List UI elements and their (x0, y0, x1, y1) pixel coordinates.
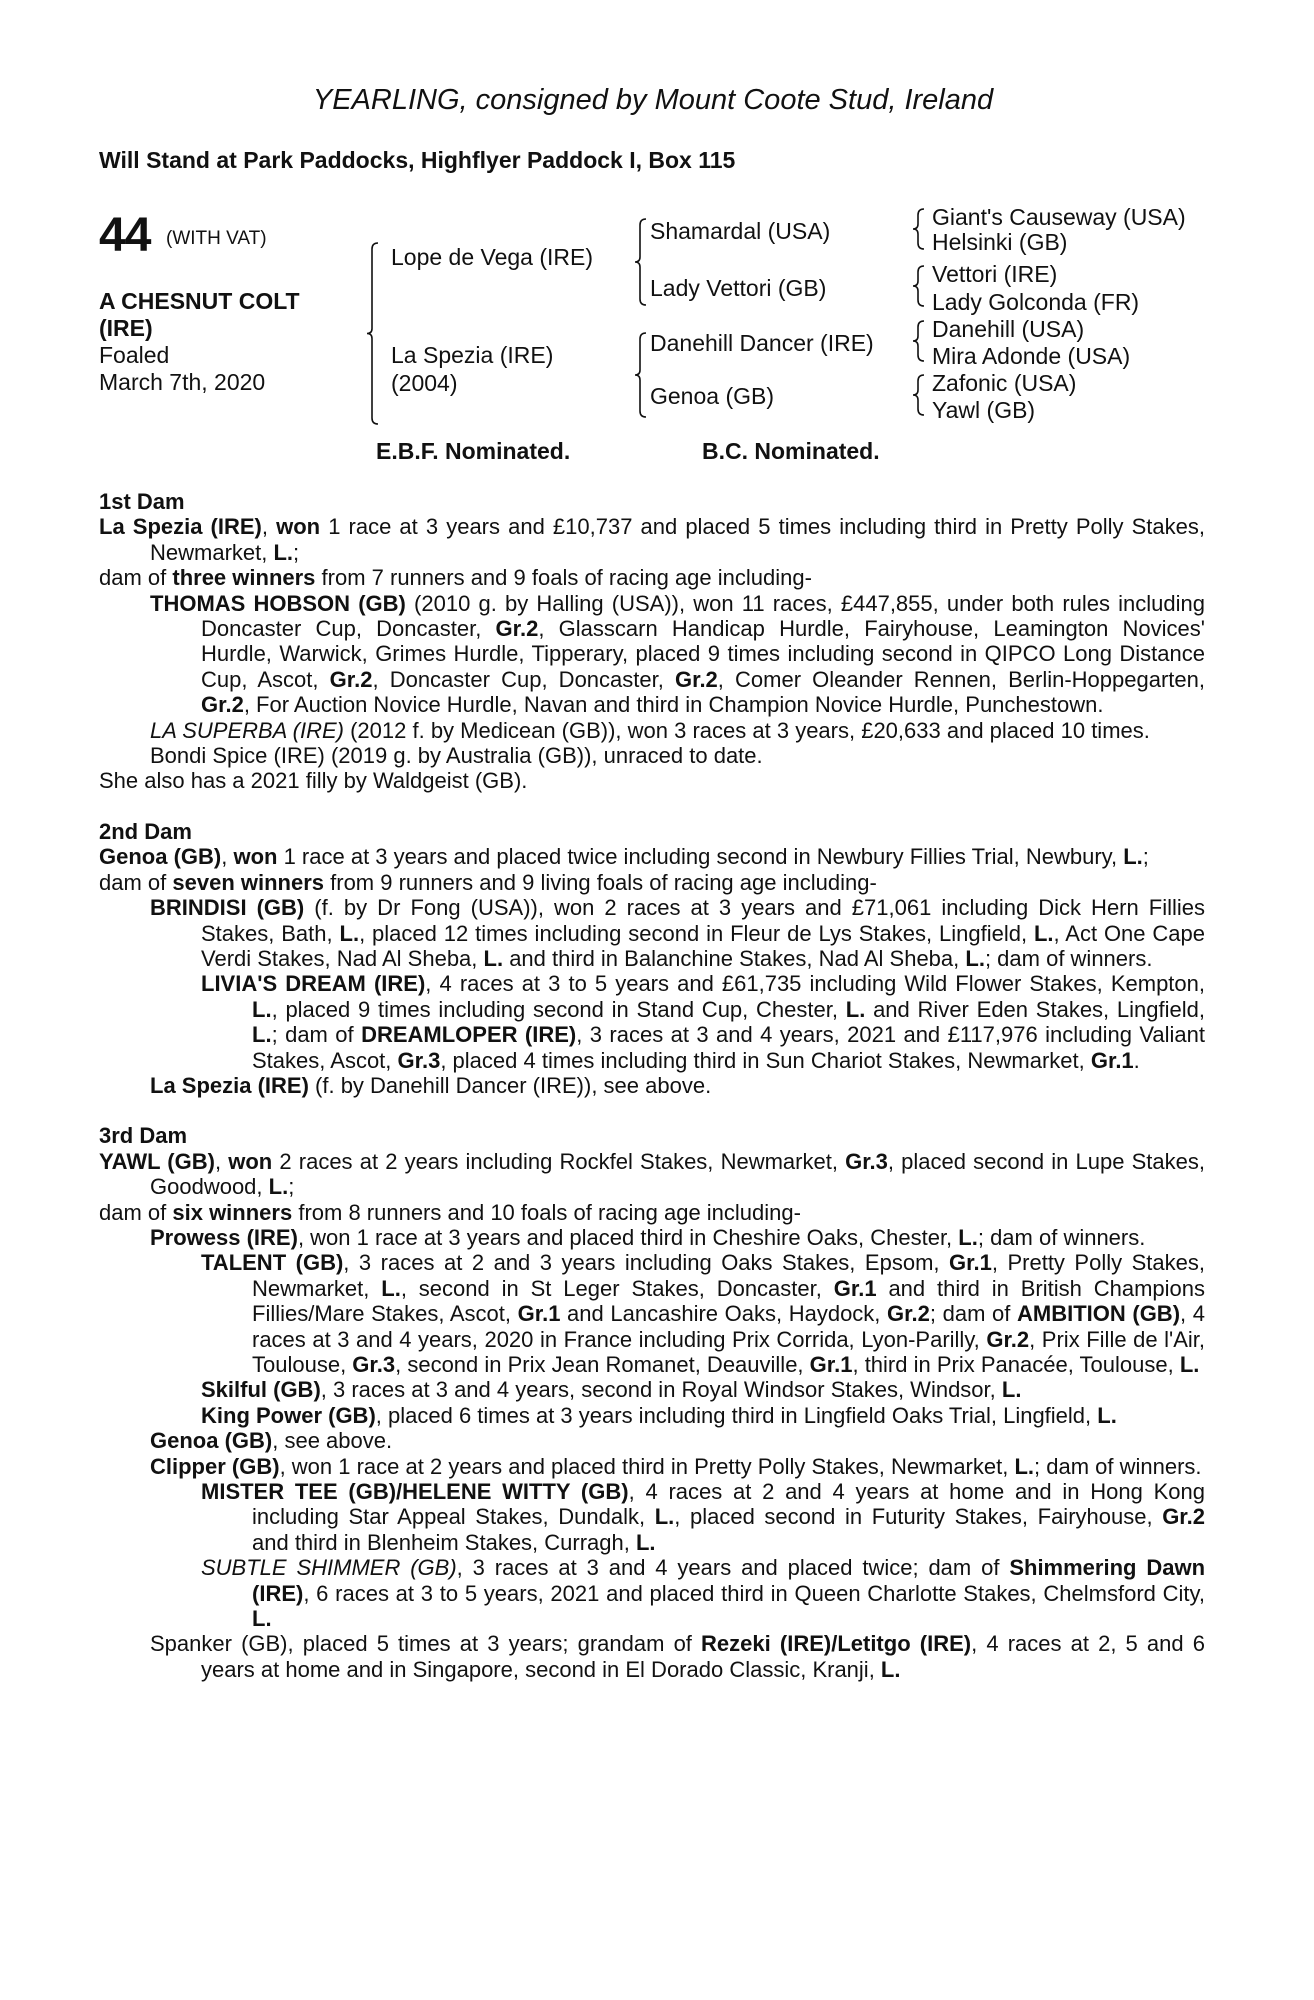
produce-record (99, 895, 1205, 971)
text: and third in Blenheim Stakes, Curragh, (252, 1529, 636, 1555)
bold-text: TALENT (GB) (201, 1250, 344, 1276)
text: , 6 races at 3 to 5 years, 2021 and placed third in Queen Charlotte Stakes, Chelmsford City, (303, 1580, 1205, 1606)
bold-text: Gr.1 (1090, 1047, 1134, 1073)
foaled-label: Foaled (99, 342, 170, 368)
ancestor-gen3: Zafonic (USA) (932, 370, 1077, 396)
dam-line-text (99, 489, 1205, 1682)
produce-record (99, 1377, 1205, 1402)
bold-text: Genoa (GB) (150, 1428, 273, 1454)
page-title: YEARLING, consigned by Mount Coote Stud, Ireland (312, 84, 994, 116)
text: , see above. (272, 1428, 393, 1454)
bold-text: Skilful (GB) (201, 1377, 321, 1403)
text: Spanker (GB), placed 5 times at 3 years; grandam of (150, 1631, 702, 1657)
bold-text: BRINDISI (GB) (150, 895, 305, 921)
produce-record (99, 1479, 1205, 1555)
bold-text: Gr.2 (674, 666, 718, 692)
bold-text: six winners (172, 1199, 293, 1225)
produce-record (99, 768, 1205, 793)
text: (2012 f. by Medicean (GB)), won 3 races at 3 years, £20,633 and placed 10 times. (343, 717, 1150, 743)
text: (f. by Danehill Dancer (IRE)), see above. (308, 1072, 712, 1098)
text: and Lancashire Oaks, Haydock, (560, 1301, 888, 1327)
bold-text: Gr.1 (517, 1301, 561, 1327)
bold-text: La Spezia (IRE) (99, 514, 262, 540)
produce-record (99, 844, 1205, 869)
text: 1 race at 3 years and placed twice including second in Newbury Fillies Trial, Newbury, (277, 844, 1124, 870)
bold-text: L. (381, 1275, 401, 1301)
dam-dam: Genoa (GB) (650, 383, 774, 409)
bold-text: L. (1014, 1453, 1035, 1479)
bold-text: L. (1179, 1352, 1200, 1377)
bold-text: L. (339, 920, 360, 946)
text: (f. by Dr Fong (USA)), won 2 races at 3 years and £71,061 including Dick Hern Fillies Stakes, Bath, (201, 895, 1206, 946)
ancestor-gen3: Yawl (GB) (932, 397, 1036, 423)
text: 2 races at 2 years including Rockfel Stakes, Newmarket, (272, 1148, 846, 1174)
text: , 3 races at 2 and 3 years including Oaks Stakes, Epsom, (343, 1250, 950, 1276)
text: from 7 runners and 9 foals of racing age including- (315, 565, 812, 591)
dam-section (99, 1123, 1205, 1682)
text: She also has a 2021 filly by Waldgeist (GB). (99, 768, 528, 794)
text: , Comer Oleander Rennen, Berlin-Hoppegarten, (717, 666, 1205, 692)
ancestor-gen3: Helsinki (GB) (932, 229, 1068, 255)
text: , 3 races at 3 and 4 years and placed twice; dam of (456, 1555, 1010, 1581)
bold-text: L. (635, 1529, 656, 1555)
brace-icon (912, 320, 926, 362)
text: , won 1 race at 2 years and placed third in Pretty Polly Stakes, Newmarket, (279, 1453, 1015, 1479)
bold-text: Gr.2 (201, 692, 244, 718)
bold-text: Shimmering Dawn (IRE) (252, 1555, 1206, 1606)
text: ; (288, 1174, 295, 1200)
bold-text: L. (965, 945, 985, 971)
bold-text: won (233, 844, 278, 870)
stabling-location: Will Stand at Park Paddocks, Highflyer Paddock I, Box 115 (99, 147, 736, 173)
produce-record (99, 1250, 1205, 1377)
bold-text: Genoa (GB) (99, 844, 222, 870)
text: , 4 races at 3 and 4 years, 2020 in France including Prix Corrida, Lyon-Parilly, (252, 1301, 1206, 1352)
ancestor-gen3: Danehill (USA) (932, 316, 1085, 342)
text: Bondi Spice (IRE) (2019 g. by Australia (GB)), unraced to date. (150, 743, 763, 769)
dam-section-heading: 2nd Dam (99, 818, 192, 844)
produce-record (99, 870, 1205, 895)
bold-text: Gr.2 (1162, 1504, 1205, 1530)
text: , placed 6 times at 3 years including third in Lingfield Oaks Trial, Lingfield, (375, 1402, 1098, 1428)
produce-record (99, 971, 1205, 1073)
text: , Act One Cape Verdi Stakes, Nad Al Sheba, (201, 920, 1205, 971)
text: from 9 runners and 9 living foals of racing age including- (324, 869, 877, 895)
text: , Glasscarn Handicap Hurdle, Fairyhouse, Leamington Novices' Hurdle, Warwick, Grimes Hurdle, Tipperary, placed 9 times including second in QIPCO Long Distance Cup, Ascot, (201, 616, 1205, 692)
text: , second in Prix Jean Romanet, Deauville, (395, 1352, 810, 1377)
bold-text: L. (252, 1606, 272, 1632)
text: 1 race at 3 years and £10,737 and placed 5 times including third in Pretty Polly Stakes, Newmarket, (150, 514, 1205, 565)
text: , placed 12 times including second in Fleur de Lys Stakes, Lingfield, (359, 920, 1034, 946)
bold-text: L. (1033, 920, 1054, 946)
ancestor-gen3: Giant's Causeway (USA) (932, 204, 1186, 230)
text: , placed second in Lupe Stakes, Goodwood, (150, 1148, 1205, 1200)
text: , Pretty Polly Stakes, Newmarket, (252, 1250, 1205, 1301)
text: . (1133, 1047, 1140, 1073)
dam-section-heading: 3rd Dam (99, 1123, 188, 1149)
brace-icon (912, 374, 926, 416)
bold-text: MISTER TEE (GB)/HELENE WITTY (GB) (201, 1479, 629, 1505)
bold-text: Gr.1 (833, 1275, 877, 1301)
produce-record (99, 1200, 1205, 1225)
text: dam of (99, 869, 173, 895)
produce-record (99, 1225, 1205, 1250)
brace-icon (912, 208, 926, 250)
bold-text: YAWL (GB) (99, 1148, 215, 1174)
text: ; dam of winners. (984, 945, 1153, 971)
text: ; dam of winners. (1034, 1453, 1202, 1479)
lot-breeding-country: (IRE) (99, 315, 153, 341)
brace-icon (912, 265, 926, 307)
bold-text: L. (268, 1174, 289, 1200)
produce-record (99, 1428, 1205, 1453)
bold-text: L. (252, 1022, 272, 1048)
bold-text: Gr.2 (495, 616, 539, 642)
bold-text: L. (958, 1224, 978, 1250)
ancestor-gen3: Vettori (IRE) (932, 261, 1058, 287)
dam-section (99, 819, 1205, 1098)
bold-text: LIVIA'S DREAM (IRE) (201, 971, 426, 997)
bold-text: Rezeki (IRE)/Letitgo (IRE) (701, 1631, 972, 1657)
bold-text: King Power (GB) (201, 1402, 376, 1428)
bold-text: L. (654, 1504, 675, 1530)
sire: Lope de Vega (IRE) (391, 244, 594, 270)
text: , (261, 514, 277, 540)
text: , (221, 844, 234, 870)
sire-dam: Lady Vettori (GB) (650, 275, 827, 301)
bold-text: Prowess (IRE) (150, 1224, 298, 1250)
produce-record (99, 743, 1205, 768)
text: , placed second in Futurity Stakes, Fairyhouse, (674, 1504, 1163, 1530)
text: ; (1142, 844, 1149, 870)
bold-text: Gr.1 (949, 1250, 992, 1276)
text: dam of (99, 1199, 173, 1225)
produce-record (99, 1149, 1205, 1200)
produce-record (99, 565, 1205, 590)
text: , placed 4 times including third in Sun Chariot Stakes, Newmarket, (440, 1047, 1091, 1073)
bold-text: L. (845, 996, 866, 1022)
text: ; dam of (929, 1301, 1017, 1327)
text: , 4 races at 2, 5 and 6 years at home and in Singapore, second in El Dorado Classic, Kranji, (201, 1631, 1205, 1682)
bold-text: La Spezia (IRE) (150, 1072, 309, 1098)
bold-text: won (228, 1148, 273, 1174)
text: , placed 9 times including second in Stand Cup, Chester, (271, 996, 846, 1022)
text: , 4 races at 2 and 4 years at home and in Hong Kong including Star Appeal Stakes, Dundalk, (252, 1479, 1206, 1530)
dam-year: (2004) (391, 370, 458, 396)
bold-text: DREAMLOPER (IRE) (361, 1022, 577, 1048)
text: and River Eden Stakes, Lingfield, (865, 996, 1205, 1022)
text: dam of (99, 565, 173, 591)
text: and third in Balanchine Stakes, Nad Al Sheba, (503, 945, 966, 971)
produce-record (99, 591, 1205, 718)
text: , 3 races at 3 and 4 years, second in Royal Windsor Stakes, Windsor, (320, 1377, 1002, 1403)
produce-record (99, 1631, 1205, 1682)
bold-text: L. (483, 945, 504, 971)
text: , 4 races at 3 to 5 years and £61,735 including Wild Flower Stakes, Kempton, (425, 971, 1205, 997)
vat-note: (WITH VAT) (166, 228, 267, 249)
bold-text: L. (273, 539, 294, 565)
bold-text: Gr.1 (809, 1352, 853, 1377)
bold-text: Gr.3 (352, 1352, 396, 1377)
text: , Prix Fille de l'Air, Toulouse, (252, 1326, 1205, 1377)
text: , Doncaster Cup, Doncaster, (372, 666, 675, 692)
text: and third in British Champions Fillies/Mare Stakes, Ascot, (252, 1275, 1205, 1327)
produce-record (99, 1403, 1205, 1428)
bold-text: Gr.2 (329, 666, 373, 692)
text: ; (293, 539, 300, 565)
produce-record (99, 514, 1205, 565)
text: ; dam of winners. (977, 1224, 1146, 1250)
bold-text: L. (1001, 1377, 1022, 1403)
bold-text: L. (880, 1656, 901, 1682)
produce-record (99, 1555, 1205, 1631)
italic-text: SUBTLE SHIMMER (GB) (201, 1555, 457, 1581)
dam-sire: Danehill Dancer (IRE) (650, 330, 874, 356)
bold-text: L. (252, 996, 272, 1022)
bold-text: AMBITION (GB) (1016, 1301, 1181, 1327)
bold-text: three winners (172, 565, 316, 591)
lot-description: A CHESNUT COLT (99, 288, 300, 314)
bold-text: THOMAS HOBSON (GB) (150, 590, 406, 616)
bold-text: won (276, 514, 321, 540)
produce-record (99, 1073, 1205, 1098)
text: , third in Prix Panacée, Toulouse, (852, 1352, 1180, 1377)
ebf-nomination: E.B.F. Nominated. (376, 438, 571, 464)
bold-text: Gr.3 (397, 1047, 441, 1073)
bc-nomination: B.C. Nominated. (702, 438, 880, 464)
bold-text: seven winners (172, 869, 325, 895)
brace-icon (366, 242, 380, 425)
bold-text: Gr.3 (845, 1148, 888, 1174)
produce-record (99, 1454, 1205, 1479)
text: , 3 races at 3 and 4 years, 2021 and £117,976 including Valiant Stakes, Ascot, (252, 1022, 1205, 1073)
brace-icon (634, 332, 648, 418)
dam-section (99, 489, 1205, 794)
produce-record (99, 718, 1205, 743)
text: , For Auction Novice Hurdle, Navan and third in Champion Novice Hurdle, Punchestown. (243, 692, 1104, 718)
dam-section-heading: 1st Dam (99, 489, 185, 514)
bold-text: L. (1097, 1402, 1117, 1428)
brace-icon (634, 218, 648, 306)
text: (2010 g. by Halling (USA)), won 11 races, £447,855, under both rules including Doncaster Cup, Doncaster, (201, 590, 1206, 642)
bold-text: L. (1123, 844, 1143, 870)
text: , won 1 race at 3 years and placed third in Cheshire Oaks, Chester, (297, 1224, 959, 1250)
text: , second in St Leger Stakes, Doncaster, (400, 1275, 834, 1301)
bold-text: Gr.2 (887, 1301, 930, 1327)
ancestor-gen3: Lady Golconda (FR) (932, 289, 1140, 315)
text: from 8 runners and 10 foals of racing age including- (292, 1199, 801, 1225)
text: , (214, 1148, 229, 1174)
bold-text: Gr.2 (986, 1326, 1030, 1352)
lot-number: 44 (99, 209, 151, 262)
dam: La Spezia (IRE) (391, 342, 554, 368)
ancestor-gen3: Mira Adonde (USA) (932, 343, 1131, 369)
text: ; dam of (271, 1022, 362, 1048)
italic-text: LA SUPERBA (IRE) (150, 717, 344, 743)
foaled-date: March 7th, 2020 (99, 369, 266, 395)
bold-text: Clipper (GB) (150, 1453, 280, 1479)
sire-sire: Shamardal (USA) (650, 218, 831, 244)
